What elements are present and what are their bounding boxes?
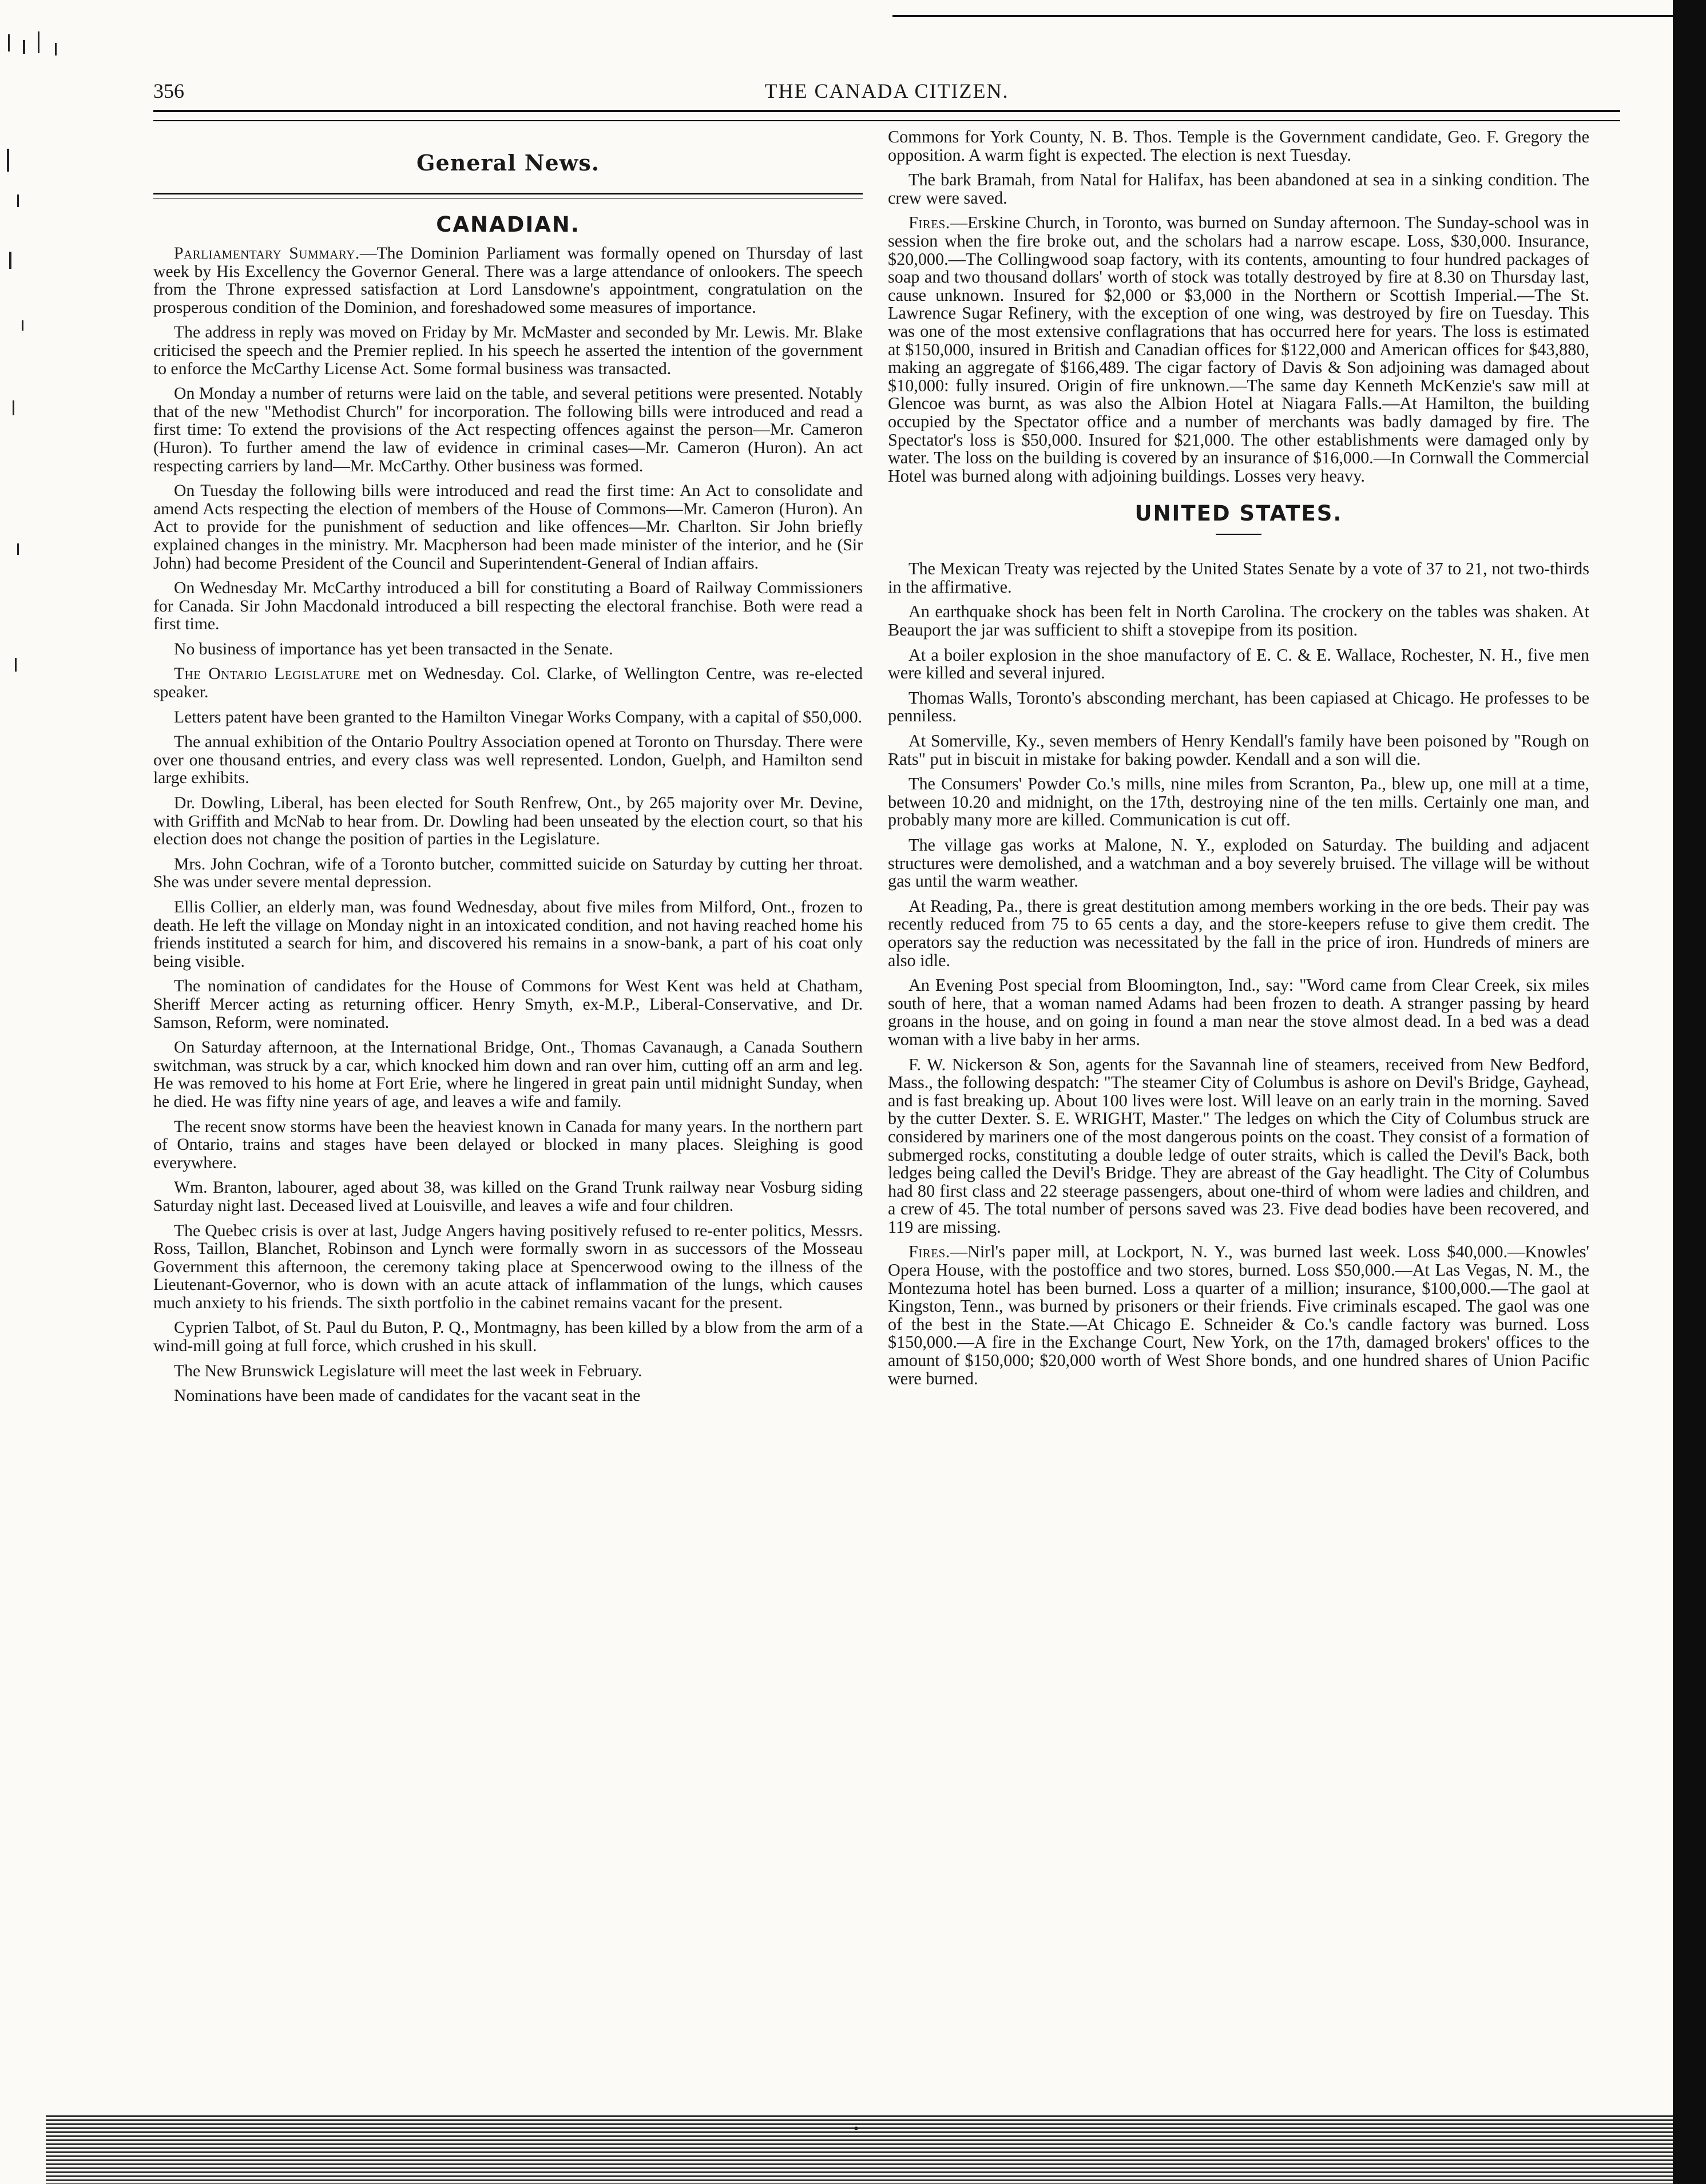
paragraph-text: The address in reply was moved on Friday by Mr. McMaster and seconded by Mr. Lewis. Mr. Blake criticised the speech and the Premier replied. In his speech he asserted the intention of the government to enforce the McCarthy License Act. Some formal business was transacted. bbox=[153, 323, 863, 378]
heading-canadian: CANADIAN. bbox=[436, 212, 580, 237]
article-paragraph bbox=[153, 385, 863, 475]
article-paragraph bbox=[888, 1056, 1589, 1237]
article-paragraph bbox=[153, 1363, 863, 1381]
article-paragraph bbox=[888, 775, 1589, 829]
paragraph-text: Ellis Collier, an elderly man, was found Wednesday, about five miles from Milford, Ont., frozen to death. He left the village on Monday night in an intoxicated condition, and not having reached home his friends instituted a search for him, and discovered his remains in a snow-bank, a part of his coat only being visible. bbox=[153, 898, 863, 971]
paragraph-text: On Saturday afternoon, at the International Bridge, Ont., Thomas Cavanaugh, a Canada Southern switchman, was struck by a car, which knocked him down and ran over him, cutting off an arm and leg. He was removed to his home at Fort Erie, where he lingered in great pain until midnight Sunday, when he died. He was fifty nine years of age, and leaves a wife and family. bbox=[153, 1038, 863, 1111]
article-paragraph bbox=[153, 1179, 863, 1215]
paragraph-text: Dr. Dowling, Liberal, has been elected for South Renfrew, Ont., by 265 majority over Mr. Devine, with Griffith and McNab to hear from. Dr. Dowling had been unseated by the election court, so that his election does not change the position of parties in the Legislature. bbox=[153, 794, 863, 849]
paragraph-text: —Erskine Church, in Toronto, was burned on Sunday afternoon. The Sunday-school was in session when the fire broke out, and the scholars had a narrow escape. Loss, $30,000. Insurance, $20,000.—The Collingwood soap factory, with its contents, amounting to four hundred packages of soap and two thousand dollars' worth of stock was totally destroyed by fire at 8.30 on Thursday last, cause unknown. Insured for $2,000 or $3,000 in the Northern or Scottish Imperial.—The St. Lawrence Sugar Refinery, with the exception of one wing, was destroyed by fire on Tuesday. This was one of the most extensive conflagrations that has occurred here for years. The loss is estimated at $150,000, insured in British and Canadian offices for $122,000 and American offices for $43,880, making an aggregate of $166,489. The cigar factory of Davis & Son adjoining was damaged about $10,000: fully insured. Origin of fire unknown.—The same day Kenneth McKenzie's saw mill at Glencoe was burnt, as was also the Albion Hotel at Niagara Falls.—At Hamilton, the building occupied by the Spectator office and a number of merchants was badly damaged by fire. The Spectator's loss is $50,000. Insured for $21,000. The other establishments were damaged only by water. The loss on the building is covered by an insurance of $16,000.—In Cornwall the Commercial Hotel was burned along with adjoining buildings. Losses very heavy. bbox=[888, 213, 1589, 486]
article-paragraph bbox=[153, 1039, 863, 1111]
paragraph-lead: Parliamentary Summary. bbox=[174, 244, 360, 263]
section-title: General News. bbox=[416, 150, 600, 176]
paragraph-text: The nomination of candidates for the House of Commons for West Kent was held at Chatham, Sheriff Mercer acting as returning officer. Henry Smyth, ex-M.P., Liberal-Conservative, and Dr. Samson, Reform, were nominated. bbox=[153, 977, 863, 1032]
paragraph-text: Cyprien Talbot, of St. Paul du Buton, P. Q., Montmagny, has been killed by a blow from the arm of a wind-mill going at full force, which crushed in his skull. bbox=[153, 1319, 863, 1356]
paragraph-text: On Wednesday Mr. McCarthy introduced a bill for constituting a Board of Railway Commissioners for Canada. Sir John Macdonald introduced a bill respecting the electoral franchise. Both were read a first time. bbox=[153, 579, 863, 634]
article-paragraph bbox=[153, 1118, 863, 1173]
article-paragraph bbox=[153, 579, 863, 634]
paragraph-text: The Consumers' Powder Co.'s mills, nine miles from Scranton, Pa., blew up, one mill at a time, between 10.20 and midnight, on the 17th, destroying nine of the ten mills. Certainly one man, and probably many more are killed. Communication is cut off. bbox=[888, 774, 1589, 830]
article-paragraph bbox=[888, 128, 1589, 164]
paragraph-text: The village gas works at Malone, N. Y., exploded on Saturday. The building and adjacent structures were demolished, and a watchman and a boy severely bruised. The village will be without gas until the warm weather. bbox=[888, 835, 1589, 891]
paragraph-text: The recent snow storms have been the heaviest known in Canada for many years. In the northern part of Ontario, trains and stages have been delayed or blocked in many places. Sleighing is good everywhere. bbox=[153, 1117, 863, 1172]
paper-title: THE CANADA CITIZEN. bbox=[764, 80, 1009, 102]
paragraph-text: On Monday a number of returns were laid on the table, and several petitions were presented. Notably that of the new "Methodist Church" for incorporation. The following bills were introduced and read a first time: To extend the provisions of the Act respecting offences against the person—Mr. Cameron (Huron). To further amend the law of evidence in criminal cases—Mr. Cameron (Huron). An act respecting carriers by land—Mr. McCarthy. Other business was formed. bbox=[153, 384, 863, 475]
scan-edge-right bbox=[1673, 0, 1706, 2184]
article-paragraph bbox=[888, 603, 1589, 639]
paragraph-text: An Evening Post special from Bloomington, Ind., say: "Word came from Clear Creek, six miles south of here, that a woman named Adams had been frozen to death. A stranger passing by heard groans in the house, and on going in found a man near the stove almost dead. In a bed was a dead woman with a live baby in her arms. bbox=[888, 975, 1589, 1049]
paragraph-lead: Fires. bbox=[908, 213, 950, 233]
canadian-continued-body bbox=[888, 128, 1589, 485]
article-paragraph bbox=[888, 646, 1589, 682]
paragraph-text: The bark Bramah, from Natal for Halifax, has been abandoned at sea in a sinking condition. The crew were saved. bbox=[888, 170, 1589, 208]
article-paragraph bbox=[888, 689, 1589, 725]
paragraph-text: The Quebec crisis is over at last, Judge Angers having positively refused to re-enter politics, Messrs. Ross, Taillon, Blanchet, Robinson and Lynch were formally sworn in as successors of the Mosseau Government this afternoon, the ceremony taking place at Spencerwood owing to the illness of the Lieutenant-Governor, who is down with an acute attack of inflammation of the lungs, which causes much anxiety to his friends. The sixth portfolio in the cabinet remains vacant for the present. bbox=[153, 1221, 863, 1312]
paragraph-lead: The Ontario Legislature bbox=[174, 665, 361, 684]
article-paragraph bbox=[888, 836, 1589, 891]
paragraph-text: At a boiler explosion in the shoe manufactory of E. C. & E. Wallace, Rochester, N. H., five men were killed and several injured. bbox=[888, 645, 1589, 683]
article-paragraph bbox=[888, 1243, 1589, 1388]
article-paragraph bbox=[153, 641, 863, 659]
article-paragraph bbox=[888, 171, 1589, 207]
masthead bbox=[153, 79, 1620, 113]
united-states-body bbox=[888, 560, 1589, 1388]
masthead-rule bbox=[153, 110, 1620, 121]
paragraph-lead: Fires. bbox=[908, 1242, 950, 1262]
article-paragraph bbox=[153, 795, 863, 849]
article-paragraph bbox=[153, 899, 863, 971]
article-paragraph bbox=[153, 245, 863, 317]
article-paragraph bbox=[888, 560, 1589, 596]
scan-edge-left bbox=[0, 0, 74, 2184]
scan-top-rule bbox=[892, 15, 1673, 17]
paragraph-text: The Mexican Treaty was rejected by the United States Senate by a vote of 37 to 21, not two-thirds in the affirmative. bbox=[888, 559, 1589, 597]
section-rule bbox=[153, 193, 863, 198]
paragraph-text: Commons for York County, N. B. Thos. Temple is the Government candidate, Geo. F. Gregory the opposition. A warm fight is expected. The election is next Tuesday. bbox=[888, 127, 1589, 165]
margin-mark: • bbox=[852, 2122, 860, 2137]
page-number: 356 bbox=[153, 80, 184, 102]
article-paragraph bbox=[153, 978, 863, 1032]
paragraph-text: —The Dominion Parliament was formally opened on Thursday of last week by His Excellency the Governor General. There was a large attendance of onlookers. The speech from the Throne expressed satisfaction at Lord Lansdowne's appointment, congratulation on the prosperous condition of the Dominion, and foreshadowed some measures of importance. bbox=[153, 244, 863, 317]
canadian-body bbox=[153, 245, 863, 1405]
article-paragraph bbox=[153, 1319, 863, 1355]
article-paragraph bbox=[153, 1387, 863, 1405]
heading-united-states: UNITED STATES. bbox=[1134, 501, 1343, 526]
paragraph-text: The New Brunswick Legislature will meet the last week in February. bbox=[174, 1361, 642, 1380]
article-paragraph bbox=[153, 482, 863, 573]
paragraph-text: met on Wednesday. Col. Clarke, of Wellington Centre, was re-elected speaker. bbox=[153, 665, 863, 702]
paragraph-text: The annual exhibition of the Ontario Poultry Association opened at Toronto on Thursday. There were over one thousand entries, and every class was well represented. London, Guelph, and Hamilton send large exhibits. bbox=[153, 733, 863, 788]
right-column bbox=[888, 128, 1589, 1395]
article-paragraph bbox=[153, 709, 863, 727]
paragraph-text: At Reading, Pa., there is great destitution among members working in the ore beds. Their pay was recently reduced from 75 to 65 cents a day, and the store-keepers refuse to give them credit. The operators say the reduction was necessitated by the fall in the price of iron. Hundreds of miners are also idle. bbox=[888, 896, 1589, 970]
article-paragraph bbox=[153, 733, 863, 788]
paragraph-text: At Somerville, Ky., seven members of Henry Kendall's family have been poisoned by "Rough on Rats" put in biscuit in mistake for baking powder. Kendall and a son will die. bbox=[888, 731, 1589, 769]
heading-rule bbox=[1216, 534, 1261, 535]
paragraph-text: No business of importance has yet been transacted in the Senate. bbox=[174, 640, 613, 658]
article-paragraph bbox=[153, 1222, 863, 1313]
article-paragraph bbox=[153, 665, 863, 701]
article-paragraph bbox=[153, 324, 863, 378]
paragraph-text: An earthquake shock has been felt in North Carolina. The crockery on the tables was shaken. At Beauport the jar was sufficient to shift a stovepipe from its position. bbox=[888, 602, 1589, 640]
left-column bbox=[153, 127, 863, 1412]
paragraph-text: Mrs. John Cochran, wife of a Toronto butcher, committed suicide on Saturday by cutting her throat. She was under severe mental depression. bbox=[153, 855, 863, 892]
paragraph-text: On Tuesday the following bills were introduced and read the first time: An Act to consolidate and amend Acts respecting the election of members of the House of Commons—Mr. Cameron (Huron). An Act to provide for the punishment of seduction and like offences—Mr. Charlton. Sir John briefly explained changes in the ministry. Mr. Macpherson had been made minister of the interior, and he (Sir John) had become President of the Council and Superintendent-General of Indian affairs. bbox=[153, 482, 863, 573]
paragraph-text: Letters patent have been granted to the Hamilton Vinegar Works Company, with a capital of $50,000. bbox=[174, 708, 863, 726]
paragraph-text: —Nirl's paper mill, at Lockport, N. Y., was burned last week. Loss $40,000.—Knowles' Opera House, with the postoffice and two stores, burned. Loss $50,000.—At Las Vegas, N. M., the Montezuma hotel has been burned. Loss a quarter of a million; insurance, $100,000.—The gaol at Kingston, Tenn., was burned by prisoners or their friends. Five criminals escaped. The gaol was one of the best in the State.—At Chicago E. Schneider & Co.'s candle factory was burned. Loss $150,000.—A fire in the Exchange Court, New York, on the 17th, damaged brokers' offices to the amount of $150,000; $20,000 worth of West Shore bonds, and one hundred shares of Union Pacific were burned. bbox=[888, 1242, 1589, 1388]
article-paragraph bbox=[888, 214, 1589, 485]
paragraph-text: Wm. Branton, labourer, aged about 38, was killed on the Grand Trunk railway near Vosburg siding Saturday night last. Deceased lived at Louisville, and leaves a wife and four children. bbox=[153, 1178, 863, 1215]
article-paragraph bbox=[888, 732, 1589, 768]
paragraph-text: F. W. Nickerson & Son, agents for the Savannah line of steamers, received from New Bedford, Mass., the following despatch: "The steamer City of Columbus is ashore on Devil's Bridge, Gayhead, and is fast breaking up. About 100 lives were lost. Will leave on an early train in the morning. Saved by the cutter Dexter. S. E. WRIGHT, Master." The ledges on which the City of Columbus struck are considered by mariners one of the most dangerous points on the coast. They consist of a formation of submerged rocks, constituting a double ledge of outer straits, which is called the Devil's Back, both ledges being called the Devil's Bridge. They are abreast of the Gay headlight. The City of Columbus had 80 first class and 22 steerage passengers, about one-third of whom were ladies and children, and a crew of 45. The total number of persons saved was 23. Five dead bodies have been recovered, and 119 are missing. bbox=[888, 1054, 1589, 1237]
article-paragraph bbox=[153, 856, 863, 892]
paragraph-text: Nominations have been made of candidates for the vacant seat in the bbox=[174, 1387, 641, 1405]
paragraph-text: Thomas Walls, Toronto's absconding merchant, has been capiased at Chicago. He professes to be penniless. bbox=[888, 688, 1589, 726]
article-paragraph bbox=[888, 898, 1589, 970]
article-paragraph bbox=[888, 976, 1589, 1049]
